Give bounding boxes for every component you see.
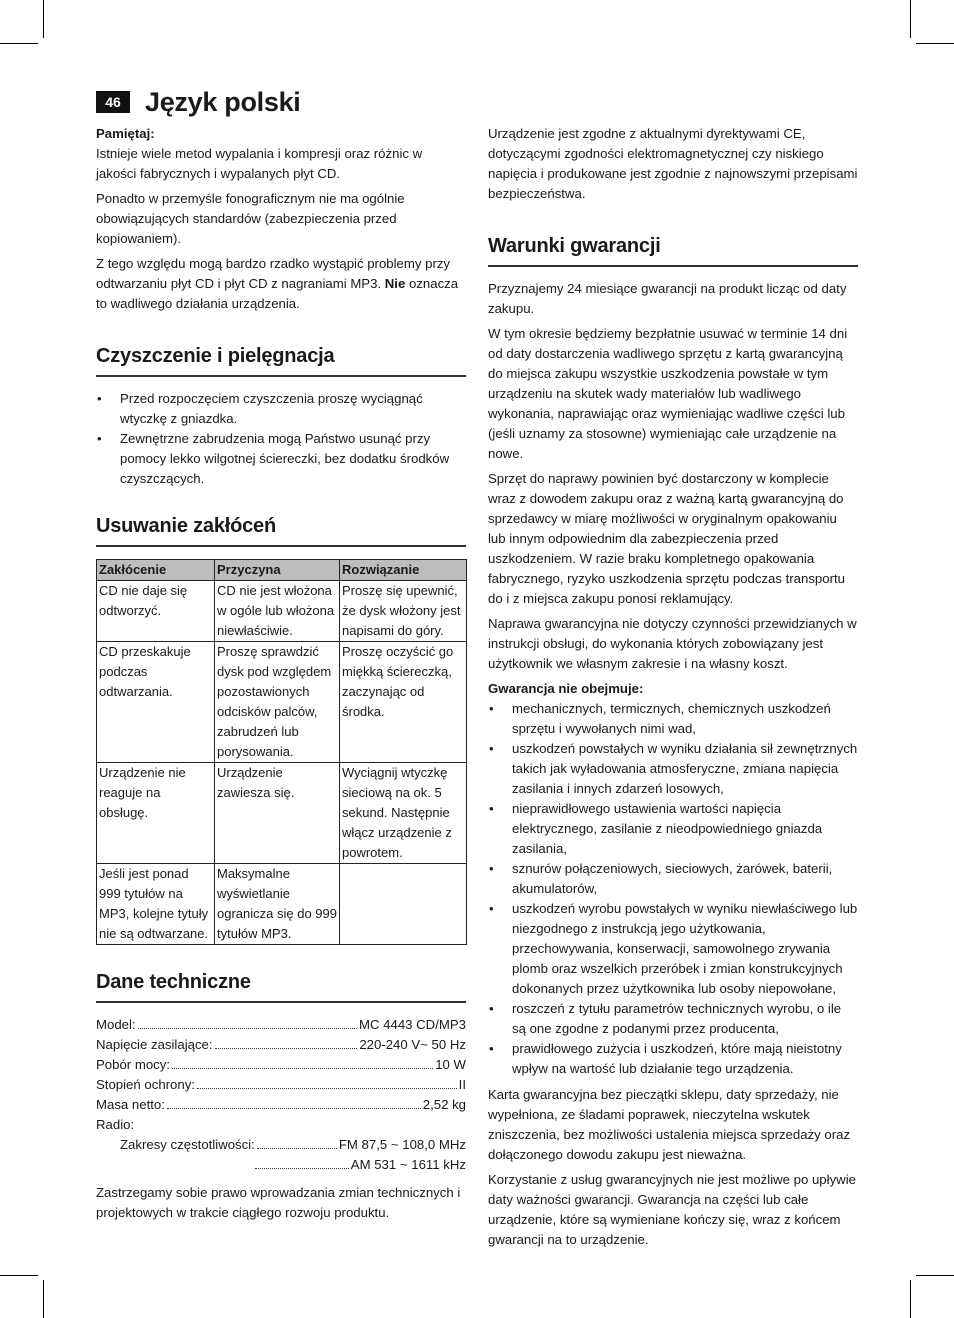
exclusions-label: Gwarancja nie obejmuje: (488, 681, 644, 696)
table-cell: Urządzenie nie reaguje na obsługę. (97, 763, 215, 864)
column-header: Przyczyna (215, 560, 340, 581)
table-cell: CD nie jest włożona w ogóle lub włożona niewłaściwie. (215, 581, 340, 642)
list-item-text: sznurów połączeniowych, sieciowych, żarówek, baterii, akumulatorów, (512, 861, 833, 896)
spec-value: AM 531 ~ 1611 kHz (350, 1157, 466, 1172)
specs-heading: Dane techniczne (96, 969, 466, 1003)
warranty-paragraph: Sprzęt do naprawy powinien być dostarczony w komplecie wraz z dowodem zakupu oraz z ważną kartą gwarancyjną do sprzedawcy w miarę możliwości w oryginalnym opakowaniu lub innym odpowiednim dla zabezpieczenia przed uszkodzeniem. W razie braku kompletnego opakowania fabrycznego, ryzyko uszkodzenia sprzętu podczas transportu do i z miejsca zakupu ponosi reklamujący. (488, 471, 845, 606)
remember-bold: Nie (384, 276, 406, 291)
bullet: • (97, 431, 102, 446)
spec-label: Radio: (96, 1117, 135, 1132)
remember-text: Z tego względu mogą bardzo rzadko wystąpić problemy przy odtwarzaniu płyt CD i płyt CD z nagraniami MP3. (96, 256, 451, 291)
remember-paragraph: Ponadto w przemyśle fonograficznym nie ma ogólnie obowiązujących standardów (zabezpieczenia przed kopiowaniem). (96, 191, 405, 246)
spec-row-weight (96, 1095, 466, 1115)
list-item-text: Przed rozpoczęciem czyszczenia proszę wyciągnąć wtyczkę z gniazdka. (120, 391, 423, 426)
spec-row-am (96, 1155, 466, 1175)
crop-mark (910, 1280, 911, 1318)
ce-conformity-text: Urządzenie jest zgodne z aktualnymi dyrektywami CE, dotyczącymi zgodności elektromagnetycznej czy niskiego napięcia i produkowane jest zgodnie z najnowszymi przepisami bezpieczeństwa. (488, 126, 858, 201)
list-item-text: uszkodzeń wyrobu powstałych w wyniku niewłaściwego lub niezgodnego z instrukcją jego użytkowania, przechowywania, konserwacji, samowolnego zrywania plomb oraz wszelkich przeróbek i zmian konstrukcyjnych dokonanych przez użytkownika lub osoby niepowołane, (512, 901, 858, 996)
crop-mark (916, 43, 954, 44)
bullet: • (489, 741, 494, 756)
list-item-text: nieprawidłowego ustawienia wartości napięcia elektrycznego, zasilanie z nieodpowiedniego gniazda zasilania, (512, 801, 823, 856)
list-item (488, 999, 858, 1039)
list-item (488, 1039, 858, 1079)
spec-label: Napięcie zasilające: (96, 1037, 213, 1052)
bullet: • (489, 801, 494, 816)
table-cell: Maksymalne wyświetlanie ogranicza się do 999 tytułów MP3. (215, 864, 340, 945)
table-cell: Proszę oczyścić go miękką ściereczką, zaczynając od środka. (340, 642, 467, 763)
crop-mark (916, 1275, 954, 1276)
spec-label: Stopień ochrony: (96, 1077, 195, 1092)
spec-value: MC 4443 CD/MP3 (358, 1017, 466, 1032)
table-cell: CD nie daje się odtworzyć. (97, 581, 215, 642)
list-item-text: uszkodzeń powstałych w wyniku działania sił zewnętrznych takich jak wyładowania atmosferyczne, zmiana napięcia zasilania i innych zdarzeń losowych, (512, 741, 858, 796)
crop-mark (43, 1280, 44, 1318)
table-cell: Proszę sprawdzić dysk pod względem pozostawionych odcisków palców, zabrudzeń lub porysowania. (215, 642, 340, 763)
table-cell (340, 864, 467, 945)
exclusions-list (488, 699, 858, 1079)
spec-row-power (96, 1055, 466, 1075)
column-header: Rozwiązanie (340, 560, 467, 581)
warranty-paragraph: Naprawa gwarancyjna nie dotyczy czynności przewidzianych w instrukcji obsługi, do wykonania których zobowiązany jest użytkownik we własnym zakresie i na własny koszt. (488, 616, 857, 671)
remember-text: oznacza to wadliwego działania urządzenia. (96, 276, 459, 311)
troubleshooting-table (96, 559, 467, 945)
list-item-text: prawidłowego zużycia i uszkodzeń, które mają nieistotny wpływ na wartość lub działanie tego urządzenia. (512, 1041, 842, 1076)
warranty-heading: Warunki gwarancji (488, 233, 858, 267)
list-item (488, 859, 858, 899)
bullet: • (489, 1001, 494, 1016)
spec-value: 220-240 V~ 50 Hz (359, 1037, 466, 1052)
bullet: • (97, 391, 102, 406)
left-column (96, 124, 466, 1228)
spec-value: 10 W (435, 1057, 466, 1072)
list-item (488, 699, 858, 739)
list-item-text: mechanicznych, termicznych, chemicznych uszkodzeń sprzętu i wywołanych nimi wad, (512, 701, 831, 736)
table-cell: Jeśli jest ponad 999 tytułów na MP3, kolejne tytuły nie są odtwarzane. (97, 864, 215, 945)
spec-value: 2,52 kg (422, 1097, 466, 1112)
crop-mark (0, 43, 38, 44)
spec-label: Zakresy częstotliwości: (120, 1137, 255, 1152)
bullet: • (489, 701, 494, 716)
list-item-text: Zewnętrzne zabrudzenia mogą Państwo usunąć przy pomocy lekko wilgotnej ściereczki, bez dodatku środków czyszczących. (120, 431, 450, 486)
crop-mark (43, 0, 44, 38)
spec-value: II (458, 1077, 466, 1092)
bullet: • (489, 861, 494, 876)
warranty-paragraph: Przyznajemy 24 miesiące gwarancji na produkt licząc od daty zakupu. (488, 281, 847, 316)
list-item (96, 429, 466, 489)
spec-label: Model: (96, 1017, 136, 1032)
troubleshooting-heading: Usuwanie zakłóceń (96, 513, 466, 547)
warranty-closing: Korzystanie z usług gwarancyjnych nie jest możliwe po upływie daty ważności gwarancji. Gwarancja na części lub całe urządzenie, które są wymieniane kończy się, wraz z końcem gwarancji na to urządzenie. (488, 1172, 856, 1247)
table-row (97, 763, 467, 864)
list-item-text: roszczeń z tytułu parametrów technicznych wyrobu, o ile są one zgodne z podanymi przez producenta, (512, 1001, 842, 1036)
specs-note: Zastrzegamy sobie prawo wprowadzania zmian technicznych i projektowych w trakcie ciągłego rozwoju produktu. (96, 1185, 461, 1220)
table-cell: Urządzenie zawiesza się. (215, 763, 340, 864)
page-title: Język polski (145, 87, 301, 117)
warranty-paragraph: W tym okresie będziemy bezpłatnie usuwać w terminie 14 dni od daty dostarczenia wadliwego sprzętu z kartą gwarancyjną do miejsca zakupu wszystkie uszkodzenia powstałe w tym urządzeniu na skutek wady materiałów lub wadliwego wykonania, naprawiając oraz wymieniając wadliwe części lub (jeśli uznamy za stosowne) wymieniając całe urządzenie na nowe. (488, 326, 848, 461)
specs-list (96, 1015, 466, 1175)
list-item (488, 739, 858, 799)
spec-row-fm (96, 1135, 466, 1155)
table-row (97, 864, 467, 945)
remember-paragraph: Istnieje wiele metod wypalania i kompresji oraz różnic w jakości fabrycznych i wypalanych płyt CD. (96, 146, 423, 181)
column-header: Zakłócenie (97, 560, 215, 581)
crop-mark (910, 0, 911, 38)
remember-label: Pamiętaj: (96, 126, 155, 141)
table-row (97, 581, 467, 642)
right-column (488, 124, 858, 1255)
spec-label: Masa netto: (96, 1097, 165, 1112)
crop-mark (0, 1275, 38, 1276)
spec-value: FM 87,5 ~ 108,0 MHz (338, 1137, 466, 1152)
bullet: • (489, 1041, 494, 1056)
cleaning-heading: Czyszczenie i pielęgnacja (96, 343, 466, 377)
list-item (96, 389, 466, 429)
remember-paragraph (96, 254, 466, 314)
spec-row-voltage (96, 1035, 466, 1055)
warranty-closing: Karta gwarancyjna bez pieczątki sklepu, daty sprzedaży, nie wypełniona, ze śladami poprawek, nieczytelna wskutek zniszczenia, bez możliwości ustalenia miejsca sprzedaży oraz dołączonego dowodu zakupu jest nieważna. (488, 1087, 851, 1162)
bullet: • (489, 901, 494, 916)
table-header-row (97, 560, 467, 581)
spec-label: Pobór mocy: (96, 1057, 171, 1072)
cleaning-list (96, 389, 466, 489)
list-item (488, 799, 858, 859)
table-cell: Proszę się upewnić, że dysk włożony jest napisami do góry. (340, 581, 467, 642)
page-number: 46 (96, 91, 130, 113)
spec-row-model (96, 1015, 466, 1035)
list-item (488, 899, 858, 999)
spec-row-radio (96, 1115, 466, 1135)
table-cell: CD przeskakuje podczas odtwarzania. (97, 642, 215, 763)
table-row (97, 642, 467, 763)
table-cell: Wyciągnij wtyczkę sieciową na ok. 5 sekund. Następnie włącz urządzenie z powrotem. (340, 763, 467, 864)
spec-row-protection (96, 1075, 466, 1095)
